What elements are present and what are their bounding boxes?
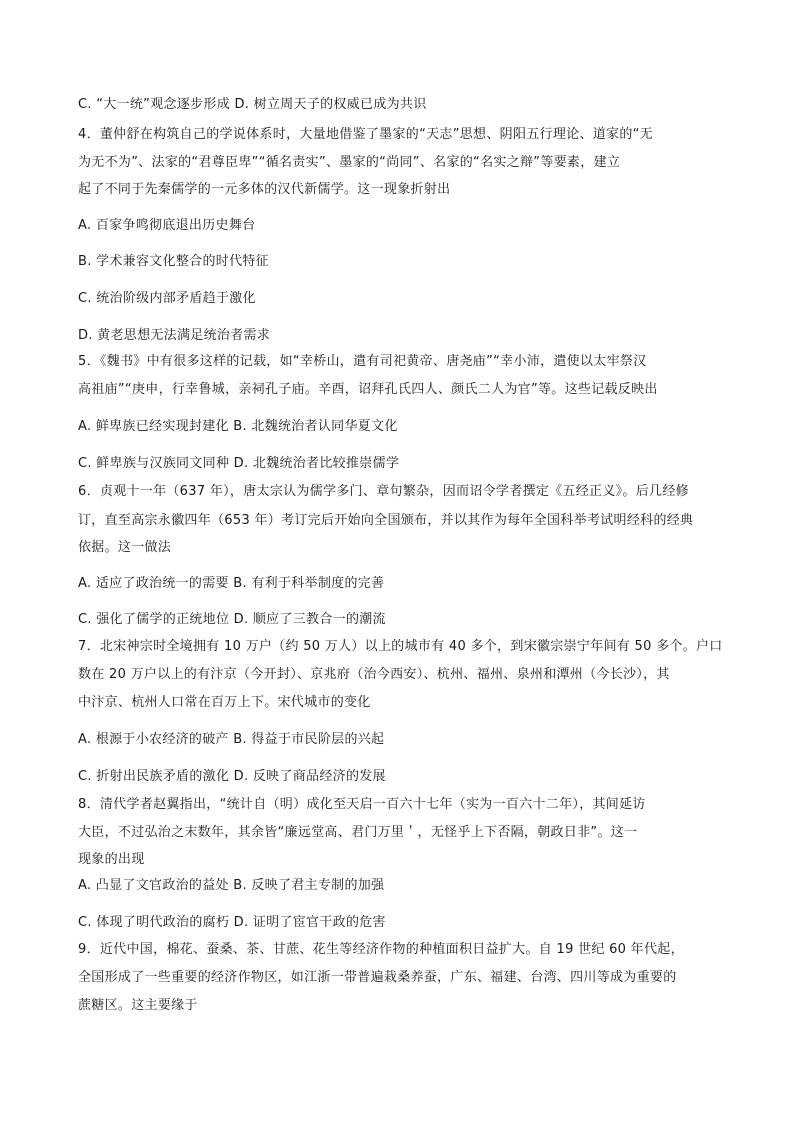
q4-stem-line-1: 4．董仲舒在构筑自己的学说体系时，大量地借鉴了墨家的“天志”思想、阴阳五行理论、道家的“无 — [78, 127, 653, 142]
q4-stem-line-3: 起了不同于先秦儒学的一元多体的汉代新儒学。这一现象折射出 — [78, 182, 451, 197]
q7-stem-line-2: 数在 20 万户以上的有汴京（今开封）、京兆府（治今西安）、杭州、福州、泉州和潭州（今长沙），其 — [78, 667, 670, 682]
q8-stem-line-1: 8．清代学者赵翼指出，“统计自（明）成化至天启一百六十七年（实为一百六十二年），其间延访 — [78, 797, 646, 812]
q8-stem-line-2: 大臣，不过弘治之末数年，其余皆“廉远堂高、君门万里＇，无怪乎上下否隔，朝政日非”。这一 — [78, 825, 638, 840]
q7-stem-line-3: 中汴京、杭州人口常在百万上下。宋代城市的变化 — [78, 695, 371, 710]
q4-option-d: D. 黄老思想无法满足统治者需求 — [78, 328, 271, 343]
q8-stem-line-3: 现象的出现 — [78, 852, 145, 867]
q4-option-b: B. 学术兼容文化整合的时代特征 — [78, 254, 269, 269]
q6-stem-line-1: 6．贞观十一年（637 年），唐太宗认为儒学多门、章句繁杂，因而诏令学者撰定《五经正义》。后几经修 — [78, 484, 689, 499]
q6-stem-line-2: 订，直至高宗永徽四年（653 年）考订完后开始向全国颁布，并以其作为每年全国科举考试明经科的经典 — [78, 513, 694, 528]
q6-stem-line-3: 依据。这一做法 — [78, 540, 172, 555]
q9-stem-line-2: 全国形成了一些重要的经济作物区，如江浙一带普遍栽桑养蚕，广东、福建、台湾、四川等成为重要的 — [78, 970, 677, 985]
q9-stem-line-1: 9．近代中国，棉花、蚕桑、茶、甘蔗、花生等经济作物的种植面积日益扩大。自 19 世纪 60 年代起， — [78, 942, 684, 957]
q6-options-cd: C. 强化了儒学的正统地位 D. 顺应了三教合一的潮流 — [78, 612, 386, 627]
q4-stem-line-2: 为无不为”、法家的“君尊臣卑”“循名责实”、墨家的“尚同”、名家的“名实之辩”等要素，建立 — [78, 155, 621, 170]
q5-options-cd: C. 鲜卑族与汉族同文同种 D. 北魏统治者比较推崇儒学 — [78, 456, 400, 471]
q5-options-ab: A. 鲜卑族已经实现封建化 B. 北魏统治者认同华夏文化 — [78, 419, 398, 434]
q7-stem-line-1: 7．北宋神宗时全境拥有 10 万户（约 50 万人）以上的城市有 40 多个，到宋徽宗崇宁年间有 50 多个。户口 — [78, 639, 723, 654]
q8-options-cd: C. 体现了明代政治的腐朽 D. 证明了宦官干政的危害 — [78, 915, 386, 930]
q7-options-ab: A. 根源于小农经济的破产 B. 得益于市民阶层的兴起 — [78, 732, 385, 747]
q5-stem-line-1: 5．《魏书》中有很多这样的记载，如“幸桥山，遣有司祀黄帝、唐尧庙”“幸小沛，遣使以太牢祭汉 — [78, 354, 647, 369]
q4-option-a: A. 百家争鸣彻底退出历史舞台 — [78, 218, 256, 233]
q7-options-cd: C. 折射出民族矛盾的激化 D. 反映了商品经济的发展 — [78, 769, 386, 784]
q5-stem-line-2: 高祖庙”“庚申，行幸鲁城，亲祠孔子庙。辛酉，诏拜孔氏四人、颜氏二人为官”等。这些记载反映出 — [78, 382, 658, 397]
q3-options-cd: C. “大一统”观念逐步形成 D. 树立周天子的权威已成为共识 — [78, 97, 427, 112]
q9-stem-line-3: 蔗糖区。这主要缘于 — [78, 998, 198, 1013]
q8-options-ab: A. 凸显了文官政治的益处 B. 反映了君主专制的加强 — [78, 878, 385, 893]
q4-option-c: C. 统治阶级内部矛盾趋于激化 — [78, 291, 256, 306]
q6-options-ab: A. 适应了政治统一的需要 B. 有利于科举制度的完善 — [78, 576, 385, 591]
